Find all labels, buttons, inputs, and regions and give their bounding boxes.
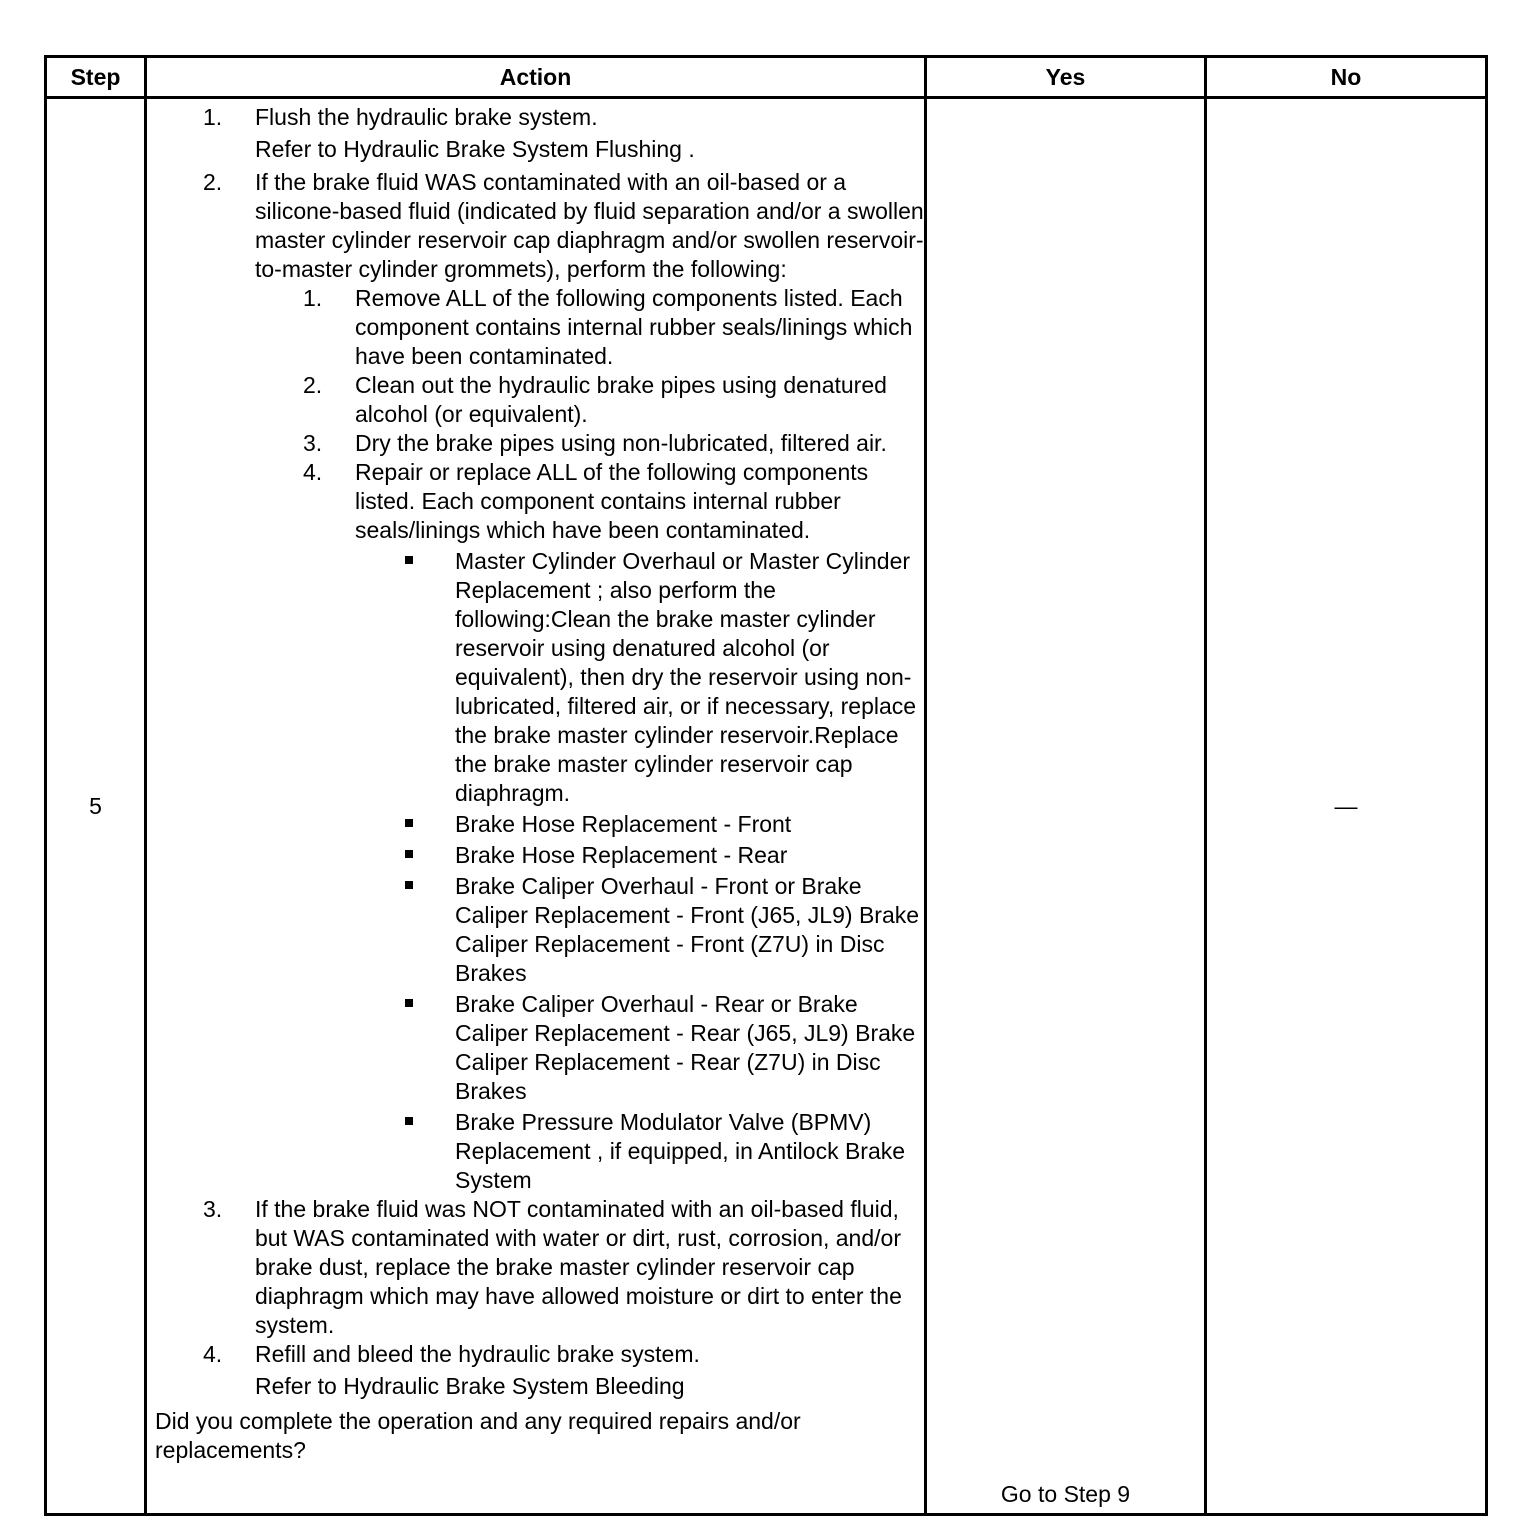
step-num: 2. <box>203 169 223 195</box>
action-step <box>149 103 927 132</box>
substep-num: 4. <box>303 459 323 485</box>
bullet-item <box>149 872 927 988</box>
substep-text: Dry the brake pipes using non-lubricated, filtered air. <box>355 430 887 456</box>
substep <box>149 429 927 458</box>
step-num: 4. <box>203 1341 223 1367</box>
step-reference: Refer to Hydraulic Brake System Bleeding <box>255 1373 685 1399</box>
bullet-text: Master Cylinder Overhaul or Master Cylinder Replacement ; also perform the following:Clean the brake master cylinder reservoir using denatured alcohol (or equivalent), then dry the reservoir using non-lubricated, filtered air, or if necessary, replace the brake master cylinder reservoir.Replace the brake master cylinder reservoir cap diaphragm. <box>455 548 917 806</box>
step-number: 5 <box>89 792 102 819</box>
substep-text: Clean out the hydraulic brake pipes using denatured alcohol (or equivalent). <box>355 372 887 427</box>
square-bullet-icon <box>405 999 413 1007</box>
action-cell <box>149 99 927 1465</box>
bullet-item <box>149 990 927 1106</box>
step-num: 3. <box>203 1196 223 1222</box>
step-text: Flush the hydraulic brake system. <box>255 104 598 130</box>
bullet-text: Brake Pressure Modulator Valve (BPMV) Replacement , if equipped, in Antilock Brake System <box>455 1109 906 1193</box>
action-step <box>149 1340 927 1369</box>
action-step <box>149 1195 927 1340</box>
substep-num: 3. <box>303 430 323 456</box>
bullet-item <box>149 810 927 839</box>
step-text: Refill and bleed the hydraulic brake system. <box>255 1341 700 1367</box>
square-bullet-icon <box>405 819 413 827</box>
substep <box>149 284 927 371</box>
step-num: 1. <box>203 104 223 130</box>
step-text: If the brake fluid was NOT contaminated with an oil-based fluid, but WAS contaminated with water or dirt, rust, corrosion, and/or brake dust, replace the brake master cylinder reservoir cap diaphragm which may have allowed moisture or dirt to enter the system. <box>255 1196 902 1338</box>
completion-question: Did you complete the operation and any required repairs and/or replacements? <box>155 1408 801 1463</box>
square-bullet-icon <box>405 556 413 564</box>
square-bullet-icon <box>405 1117 413 1125</box>
bullet-item <box>149 841 927 870</box>
header-yes: Yes <box>1045 63 1086 90</box>
bullet-item <box>149 1108 927 1195</box>
yes-result: Go to Step 9 <box>1000 1481 1131 1507</box>
no-result: — <box>1334 792 1358 819</box>
substep <box>149 458 927 545</box>
bullet-text: Brake Hose Replacement - Rear <box>455 842 788 868</box>
column-divider <box>144 58 147 1513</box>
square-bullet-icon <box>405 881 413 889</box>
step-reference: Refer to Hydraulic Brake System Flushing . <box>255 136 695 162</box>
substep-text: Repair or replace ALL of the following components listed. Each component contains internal rubber seals/linings which have been contaminated. <box>355 459 869 543</box>
substep-num: 2. <box>303 372 323 398</box>
header-step: Step <box>70 63 121 90</box>
square-bullet-icon <box>405 850 413 858</box>
bullet-text: Brake Caliper Overhaul - Rear or Brake Caliper Replacement - Rear (J65, JL9) Brake Caliper Replacement - Rear (Z7U) in Disc Brakes <box>455 991 916 1104</box>
bullet-item <box>149 547 927 808</box>
header-action: Action <box>499 63 572 90</box>
substep <box>149 371 927 429</box>
step-text: If the brake fluid WAS contaminated with an oil-based or a silicone-based fluid (indicated by fluid separation and/or a swollen master cylinder reservoir cap diaphragm and/or swollen reservoir-to-master cylinder grommets), perform the following: <box>255 169 924 282</box>
substep-text: Remove ALL of the following components listed. Each component contains internal rubber seals/linings which have been contaminated. <box>355 285 913 369</box>
diagnostic-table <box>44 55 1488 1516</box>
action-step <box>149 168 927 284</box>
bullet-text: Brake Caliper Overhaul - Front or Brake Caliper Replacement - Front (J65, JL9) Brake Caliper Replacement - Front (Z7U) in Disc Brakes <box>455 873 920 986</box>
substep-num: 1. <box>303 285 323 311</box>
header-no: No <box>1330 63 1362 90</box>
bullet-text: Brake Hose Replacement - Front <box>455 811 792 837</box>
